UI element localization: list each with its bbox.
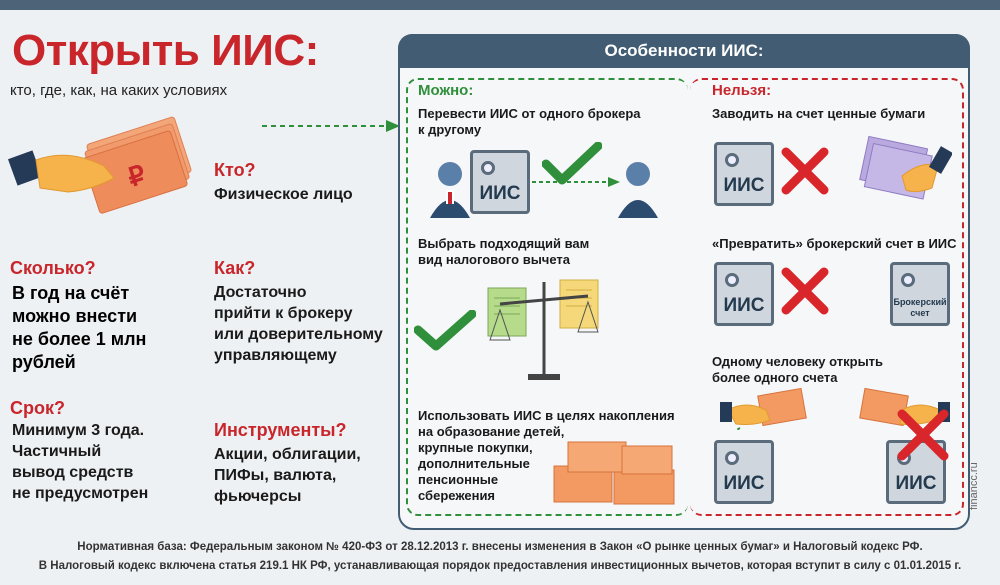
iis-safe-label: ИИС: [723, 175, 765, 196]
instruments-answer: [214, 444, 361, 507]
money-stacks-icon: [548, 436, 680, 508]
iis-safe-icon: [470, 150, 530, 214]
dashed-arrow-icon: [262, 118, 402, 134]
how-line-4: управляющему: [214, 347, 337, 364]
allowed-item-2-line-2: вид налогового вычета: [418, 252, 570, 267]
forbidden-title: Нельзя:: [712, 82, 772, 99]
allowed-item-3-line-6: сбережения: [418, 488, 496, 503]
forbidden-item-3: [712, 354, 883, 386]
how-much-line-1: В год на счёт: [12, 283, 130, 303]
term-line-2: Частичный: [12, 443, 102, 460]
term-line-1: Минимум 3 года.: [12, 422, 145, 439]
watermark: financc.ru: [968, 462, 980, 510]
instruments-line-2: ПИФы, валюта,: [214, 467, 337, 484]
broker-account-label-line-2: счет: [910, 308, 930, 318]
forbidden-item-2-line-1: «Превратить» брокерский счет в ИИС: [712, 236, 957, 251]
allowed-item-3-line-3: крупные покупки,: [418, 440, 533, 455]
allowed-item-3-line-4: дополнительные: [418, 456, 530, 471]
allowed-item-3-line-2: на образование детей,: [418, 424, 565, 439]
who-question: Кто?: [214, 160, 256, 180]
allowed-item-1-line-2: к другому: [418, 122, 482, 137]
page-title: Открыть ИИС:: [12, 26, 319, 75]
term-line-3: вывод средств: [12, 464, 134, 481]
top-bar: [0, 0, 1000, 10]
iis-safe-icon: [714, 262, 774, 326]
allowed-item-2: [418, 236, 589, 268]
allowed-item-3-line-1: Использовать ИИС в целях накопления: [418, 408, 675, 423]
page-subtitle: кто, где, как, на каких условиях: [10, 82, 228, 99]
broker-account-label: [893, 297, 947, 319]
securities-hand-icon: [852, 132, 952, 206]
person-icon: [430, 160, 470, 218]
forbidden-item-3-line-2: более одного счета: [712, 370, 838, 385]
allowed-item-1: [418, 106, 641, 138]
cross-icon: [780, 266, 830, 316]
how-answer: [214, 282, 383, 366]
iis-safe-label: ИИС: [479, 183, 521, 204]
forbidden-item-1: [712, 106, 925, 122]
footer-line-1: Нормативная база: Федеральным законом № 420-ФЗ от 28.12.2013 г. внесены изменения в Закон «О рынке ценных бумаг» и Налоговый кодекс РФ.: [77, 541, 923, 553]
forbidden-item-2: [712, 236, 957, 252]
iis-safe-label: ИИС: [895, 473, 937, 494]
how-much-line-2: можно внести: [12, 306, 138, 326]
how-line-3: или доверительному: [214, 326, 383, 343]
instruments-line-1: Акции, облигации,: [214, 446, 361, 463]
forbidden-item-1-line-1: Заводить на счет ценные бумаги: [712, 106, 926, 121]
cross-icon: [780, 146, 830, 196]
features-title: Особенности ИИС:: [398, 34, 970, 68]
instruments-line-3: фьючерсы: [214, 488, 302, 505]
transfer-arrow-icon: [532, 176, 622, 188]
how-much-question: Сколько?: [10, 258, 96, 278]
how-line-2: прийти к брокеру: [214, 305, 353, 322]
iis-safe-icon: [714, 440, 774, 504]
how-much-line-3: не более 1 млн: [12, 329, 147, 349]
broker-account-safe-icon: [890, 262, 950, 326]
forbidden-item-3-line-1: Одному человеку открыть: [712, 354, 884, 369]
footer-line-2: В Налоговый кодекс включена статья 219.1 НК РФ, устанавливающая порядок предоставления инвестиционных вычетов, которая вступит в силу с 01.01.2015 г.: [38, 560, 962, 572]
person-icon: [618, 160, 658, 218]
allowed-item-2-line-1: Выбрать подходящий вам: [418, 236, 590, 251]
allowed-title: Можно:: [418, 82, 474, 99]
term-answer: [12, 420, 148, 504]
svg-text:₽: ₽: [124, 158, 150, 193]
allowed-item-3-line-5: пенсионные: [418, 472, 499, 487]
iis-safe-label: ИИС: [723, 473, 765, 494]
how-question: Как?: [214, 258, 256, 278]
iis-safe-icon: [714, 142, 774, 206]
iis-safe-label: ИИС: [723, 295, 765, 316]
broker-account-label-line-1: Брокерский: [893, 297, 947, 307]
how-line-1: Достаточно: [214, 284, 307, 301]
checkmark-icon: [414, 310, 476, 352]
how-much-answer: [12, 282, 146, 374]
how-much-line-4: рублей: [12, 352, 76, 372]
who-answer: Физическое лицо: [214, 186, 353, 203]
scales-icon: [482, 274, 612, 384]
instruments-question: Инструменты?: [214, 420, 347, 440]
term-question: Срок?: [10, 398, 65, 418]
cross-icon: [896, 408, 950, 462]
allowed-item-1-line-1: Перевести ИИС от одного брокера: [418, 106, 641, 121]
hand-money-icon: [720, 384, 814, 430]
term-line-4: не предусмотрен: [12, 485, 149, 502]
hand-money-icon: [8, 108, 200, 228]
